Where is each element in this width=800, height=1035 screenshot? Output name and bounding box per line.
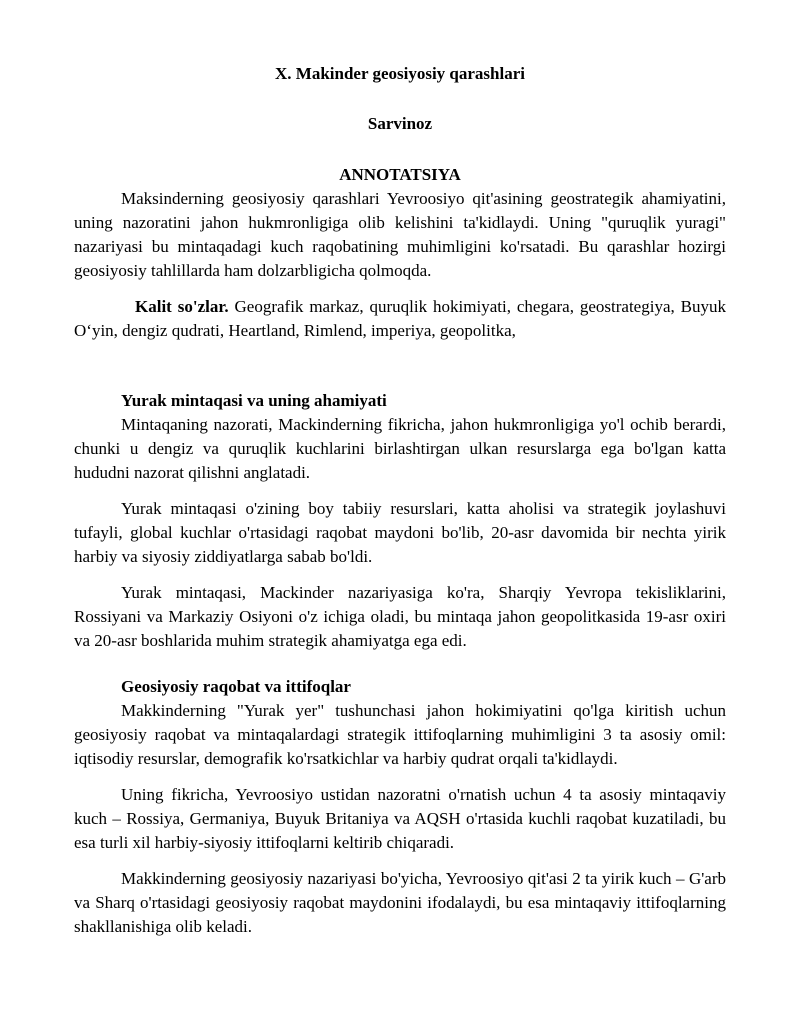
section-paragraph: Yurak mintaqasi o'zining boy tabiiy resurslari, katta aholisi va strategik joylashuvi tufayli, global kuchlar o'rtasidagi raqobat maydoni bo'lib, 20-asr davomida bir nechta yirik harbiy va siyosiy ziddiyatlarga sabab bo'ldi. [74,499,726,566]
keywords-paragraph [74,295,726,343]
document-page [74,62,726,939]
section-paragraph: Makkinderning "Yurak yer" tushunchasi jahon hokimiyatini qo'lga kiritish uchun geosiyosiy raqobat va mintaqalardagi strategik ittifoqlarning muhimligini 3 ta asosiy omil: iqtisodiy resurslar, demografik ko'rsatkichlar va harbiy qudrat orqali ta'kidlaydi. [74,701,726,768]
section-heading: Yurak mintaqasi va uning ahamiyati [121,391,387,410]
section-paragraph: Yurak mintaqasi, Mackinder nazariyasiga ko'ra, Sharqiy Yevropa tekisliklarini, Rossiyani va Markaziy Osiyoni o'z ichiga oladi, bu mintaqa jahon geopolitkasida 19-asr oxiri va 20-asr boshlarida muhim strategik ahamiyatga ega edi. [74,583,726,650]
section-paragraph: Uning fikricha, Yevroosiyo ustidan nazoratni o'rnatish uchun 4 ta asosiy mintaqaviy kuch – Rossiya, Germaniya, Buyuk Britaniya va AQSH o'rtasida kuchli raqobat kuzatiladi, bu esa turli xil harbiy-siyosiy ittifoqlarni keltirib chiqaradi. [74,785,726,852]
annotation-paragraph: Maksinderning geosiyosiy qarashlari Yevroosiyo qit'asining geostrategik ahamiyatini, uning nazoratini jahon hukmronligiga olib kelishini ta'kidlaydi. Uning "quruqlik yuragi" nazariyasi bu mintaqadagi kuch raqobatining muhimligini ko'rsatadi. Bu qarashlar hozirgi geosiyosiy tahlillarda ham dolzarbligicha qolmoqda. [74,189,726,280]
keywords-label: Kalit so'zlar. [135,297,229,316]
annotation-heading: ANNOTATSIYA [339,165,461,184]
author-name: Sarvinoz [367,114,433,133]
keywords-text: Geografik markaz, quruqlik hokimiyati, chegara, geostrategiya, Buyuk O‘yin, dengiz qudrati, Heartland, Rimlend, imperiya, geopolitka, [74,297,726,340]
section-heading: Geosiyosiy raqobat va ittifoqlar [121,677,351,696]
section-paragraph: Makkinderning geosiyosiy nazariyasi bo'yicha, Yevroosiyo qit'asi 2 ta yirik kuch – G'arb va Sharq o'rtasidagi geosiyosiy raqobat maydonini ifodalaydi, bu esa mintaqaviy ittifoqlarning shakllanishiga olib keladi. [74,869,726,936]
section-paragraph: Mintaqaning nazorati, Mackinderning fikricha, jahon hukmronligiga yo'l ochib berardi, chunki u dengiz va quruqlik kuchlarini birlashtirgan ulkan resurslarga ega bo'lgan katta hududni nazorat qilishni anglatadi. [74,415,726,482]
document-title: X. Makinder geosiyosiy qarashlari [275,64,525,83]
